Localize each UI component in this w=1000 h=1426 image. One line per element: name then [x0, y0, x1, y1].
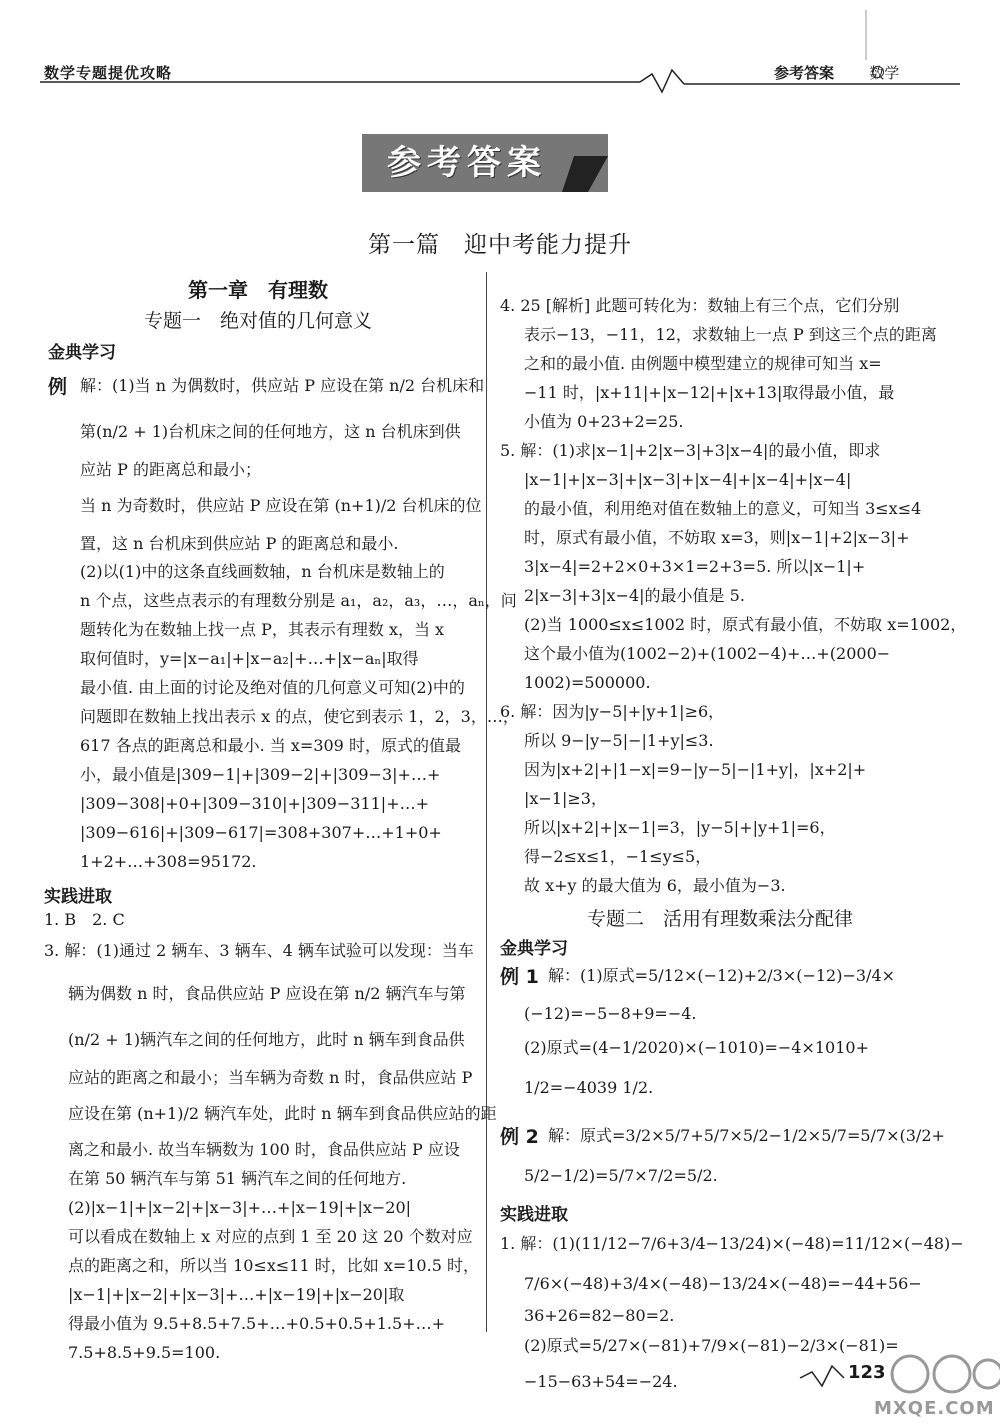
left-line: 解：(1)当 n 为偶数时，供应站 P 应设在第 n/2 台机床和 — [80, 376, 485, 395]
header-rule-icon — [0, 0, 1000, 110]
left-line: (2)以(1)中的这条直线画数轴，n 台机床是数轴上的 — [80, 562, 445, 581]
left-line: 题转化为在数轴上找一点 P，其表示有理数 x，当 x — [80, 620, 445, 639]
part-title: 第一篇 迎中考能力提升 — [368, 232, 632, 258]
topic2-line: 解：原式=3/2×5/7+5/7×5/2−1/2×5/7=5/7×(3/2+ — [548, 1126, 945, 1145]
practice-line: 应设在第 (n+1)/2 辆汽车处，此时 n 辆车到食品供应站的距 — [68, 1104, 497, 1123]
right-line: 3|x−4|=2+2×0+3×1=2+3=5. 所以|x−1|+ — [524, 557, 866, 576]
header-subject: 数学 — [869, 64, 900, 82]
practice2-line: 7/6×(−48)+3/4×(−48)−13/24×(−48)=−44+56− — [524, 1274, 922, 1293]
practice2-line: −15−63+54=−24. — [524, 1372, 678, 1391]
left-line: 第(n/2 + 1)台机床之间的任何地方，这 n 台机床到供 — [80, 422, 461, 441]
practice-line: 1. B 2. C — [44, 910, 125, 929]
banner-arrow-icon — [362, 134, 608, 192]
right-line: 这个最小值为(1002−2)+(1002−4)+…+(2000− — [524, 644, 891, 663]
practice-line: 在第 50 辆汽车与第 51 辆汽车之间的任何地方. — [68, 1169, 407, 1188]
right-line: 之和的最小值. 由例题中模型建立的规律可知当 x= — [524, 354, 882, 373]
header-section-label: 参考答案 — [774, 64, 835, 82]
topic2-line: 1/2=−4039 1/2. — [524, 1078, 654, 1097]
practice-line: 应站的距离之和最小；当车辆为奇数 n 时，食品供应站 P — [68, 1068, 473, 1087]
left-line: 应站 P 的距离总和最小； — [80, 460, 261, 479]
section-shijian-2: 实践进取 — [500, 1205, 568, 1225]
circle-icon — [872, 66, 884, 78]
left-line: 1+2+…+308=95172. — [80, 852, 257, 871]
left-line: 置，这 n 台机床到供应站 P 的距离总和最小. — [80, 534, 399, 553]
topic2-line: 5/2−1/2)=5/7×7/2=5/2. — [524, 1166, 718, 1185]
left-line: |309−308|+0+|309−310|+|309−311|+…+ — [80, 794, 430, 813]
topic2-line: (2)原式=(4−1/2020)×(−1010)=−4×1010+ — [524, 1038, 869, 1057]
practice-line: 得最小值为 9.5+8.5+7.5+…+0.5+0.5+1.5+…+ — [68, 1314, 446, 1333]
topic2-line: 解：(1)原式=5/12×(−12)+2/3×(−12)−3/4× — [548, 966, 896, 985]
left-line: n 个点，这些点表示的有理数分别是 a₁，a₂，a₃，…，aₙ，问 — [80, 591, 517, 610]
right-line: 1002)=500000. — [524, 673, 651, 692]
practice-line: 离之和最小. 故当车辆数为 100 时，食品供应站 P 应设 — [68, 1140, 460, 1159]
left-line: 最小值. 由上面的讨论及绝对值的几何意义可知(2)中的 — [80, 678, 465, 697]
right-line: 小值为 0+23+2=25. — [524, 412, 684, 431]
left-line: 小，最小值是|309−1|+|309−2|+|309−3|+…+ — [80, 765, 441, 784]
section-jindian-2: 金典学习 — [500, 939, 568, 959]
left-line: |309−616|+|309−617|=308+307+…+1+0+ — [80, 823, 442, 842]
chapter-title: 第一章 有理数 — [188, 278, 328, 302]
right-line: 4. 25 [解析] 此题可转化为：数轴上有三个点，它们分别 — [500, 296, 900, 315]
topic1-title: 专题一 绝对值的几何意义 — [143, 310, 372, 332]
practice2-line: 1. 解：(1)(11/12−7/6+3/4−13/24)×(−48)=11/12×(−48)− — [500, 1234, 964, 1253]
left-line: 617 各点的距离总和最小. 当 x=309 时，原式的值最 — [80, 736, 461, 755]
right-line: 的最小值，利用绝对值在数轴上的意义，可知当 3≤x≤4 — [524, 499, 922, 518]
column-divider — [486, 272, 487, 1332]
example2-label: 例 2 — [500, 1126, 539, 1148]
right-line: 2|x−3|+3|x−4|的最小值是 5. — [524, 586, 745, 605]
practice-line: 辆为偶数 n 时，食品供应站 P 应设在第 n/2 辆汽车与第 — [68, 984, 466, 1003]
practice2-line: (2)原式=5/27×(−81)+7/9×(−81)−2/3×(−81)= — [524, 1336, 899, 1355]
left-line: 问题即在数轴上找出表示 x 的点，使它到表示 1，2，3，…， — [80, 707, 519, 726]
right-line: 时，原式有最小值，不妨取 x=3，则|x−1|+2|x−3|+ — [524, 528, 910, 547]
practice-line: (2)|x−1|+|x−2|+|x−3|+…+|x−19|+|x−20| — [68, 1198, 412, 1217]
header-book-title: 数学专题提优攻略 — [44, 64, 173, 82]
practice-line: |x−1|+|x−2|+|x−3|+…+|x−19|+|x−20|取 — [68, 1285, 405, 1304]
practice-line: 点的距离之和，所以当 10≤x≤11 时，比如 x=10.5 时， — [68, 1256, 479, 1275]
right-line: 表示−13，−11，12，求数轴上一点 P 到这三个点的距离 — [524, 325, 937, 344]
practice-line: 7.5+8.5+9.5=100. — [68, 1343, 221, 1362]
title-banner — [362, 134, 608, 192]
page-number: 123 — [848, 1362, 886, 1383]
right-line: (2)当 1000≤x≤1002 时，原式有最小值，不妨取 x=1002， — [524, 615, 967, 634]
left-line: 取何值时，y=|x−a₁|+|x−a₂|+…+|x−aₙ|取得 — [80, 649, 419, 668]
example1-label: 例 1 — [500, 966, 539, 988]
right-line: |x−1|≥3， — [524, 789, 607, 808]
section-shijian-1: 实践进取 — [44, 887, 112, 907]
right-line: 得−2≤x≤1，−1≤y≤5， — [524, 847, 712, 866]
practice-line: (n/2 + 1)辆汽车之间的任何地方，此时 n 辆车到食品供 — [68, 1030, 465, 1049]
section-jindian-1: 金典学习 — [48, 343, 116, 363]
topic2-title: 专题二 活用有理数乘法分配律 — [586, 908, 853, 930]
right-line: 5. 解：(1)求|x−1|+2|x−3|+3|x−4|的最小值，即求 — [500, 441, 881, 460]
practice-line: 3. 解：(1)通过 2 辆车、3 辆车、4 辆车试验可以发现：当车 — [44, 941, 474, 960]
topic2-line: (−12)=−5−8+9=−4. — [524, 1004, 697, 1023]
example-label: 例 — [48, 376, 68, 398]
title-banner-text: 参考答案 — [387, 143, 547, 183]
header-section — [774, 62, 899, 83]
practice2-line: 36+26=82−80=2. — [524, 1306, 675, 1325]
right-line: 所以|x+2|+|x−1|=3，|y−5|+|y+1|=6， — [524, 818, 836, 837]
right-line: −11 时，|x+11|+|x−12|+|x+13|取得最小值，最 — [524, 383, 895, 402]
right-line: 6. 解：因为|y−5|+|y+1|≥6， — [500, 702, 725, 721]
watermark-text: MXQE.COM — [874, 1398, 995, 1419]
right-line: 故 x+y 的最大值为 6，最小值为−3. — [524, 876, 786, 895]
right-line: |x−1|+|x−3|+|x−3|+|x−4|+|x−4|+|x−4| — [524, 470, 852, 489]
right-line: 因为|x+2|+|1−x|=9−|y−5|−|1+y|，|x+2|+ — [524, 760, 867, 779]
practice-line: 可以看成在数轴上 x 对应的点到 1 至 20 这 20 个数对应 — [68, 1227, 473, 1246]
watermark-logo — [870, 1336, 1000, 1422]
left-line: 当 n 为奇数时，供应站 P 应设在第 (n+1)/2 台机床的位 — [80, 496, 482, 515]
right-line: 所以 9−|y−5|−|1+y|≤3. — [524, 731, 714, 750]
